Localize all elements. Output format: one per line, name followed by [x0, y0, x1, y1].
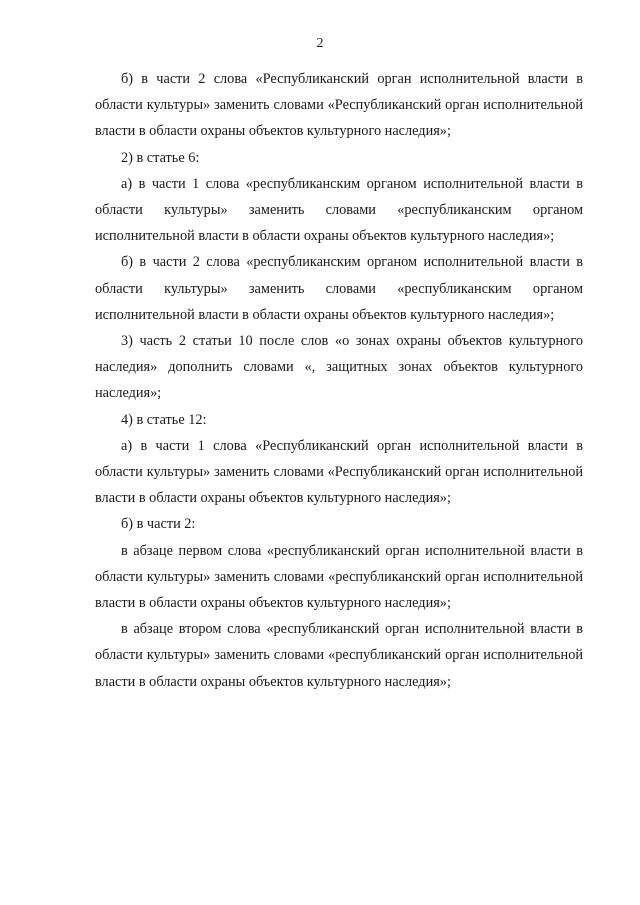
paragraph-10: в абзаце втором слова «республиканский орган исполнительной власти в области культуры» заменить словами «республиканский орган исполнительной власти в области охраны объектов культурного наследия»;: [95, 621, 583, 690]
paragraph-9: в абзаце первом слова «республиканский орган исполнительной власти в области культуры» заменить словами «республиканский орган исполнительной власти в области охраны объектов культурного наследия»;: [95, 542, 583, 612]
paragraph-6: 4) в статье 12:: [121, 411, 207, 428]
paragraph-1: б) в части 2 слова «Республиканский орган исполнительной власти в области культуры» заменить словами «Республиканский орган исполнительной власти в области охраны объектов культурного наследия»;: [95, 71, 583, 140]
paragraph-5: 3) часть 2 статьи 10 после слов «о зонах охраны объектов культурного наследия» дополнить словами «, защитных зонах объектов культурного наследия»;: [95, 333, 583, 402]
paragraph-3: а) в части 1 слова «республиканским органом исполнительной власти в области культуры» заменить словами «республиканским органом исполнительной власти в области охраны объектов культурного наследия»;: [95, 175, 583, 245]
document-body: [95, 66, 583, 695]
paragraph-8: б) в части 2:: [121, 516, 196, 533]
page-number: 2: [316, 36, 324, 51]
paragraph-7: а) в части 1 слова «Республиканский орган исполнительной власти в области культуры» заменить словами «Республиканский орган исполнительной власти в области охраны объектов культурного наследия»;: [95, 437, 583, 507]
paragraph-2: 2) в статье 6:: [121, 149, 200, 166]
paragraph-4: б) в части 2 слова «республиканским органом исполнительной власти в области культуры» заменить словами «республиканским органом исполнительной власти в области охраны объектов культурного наследия»;: [95, 254, 583, 323]
